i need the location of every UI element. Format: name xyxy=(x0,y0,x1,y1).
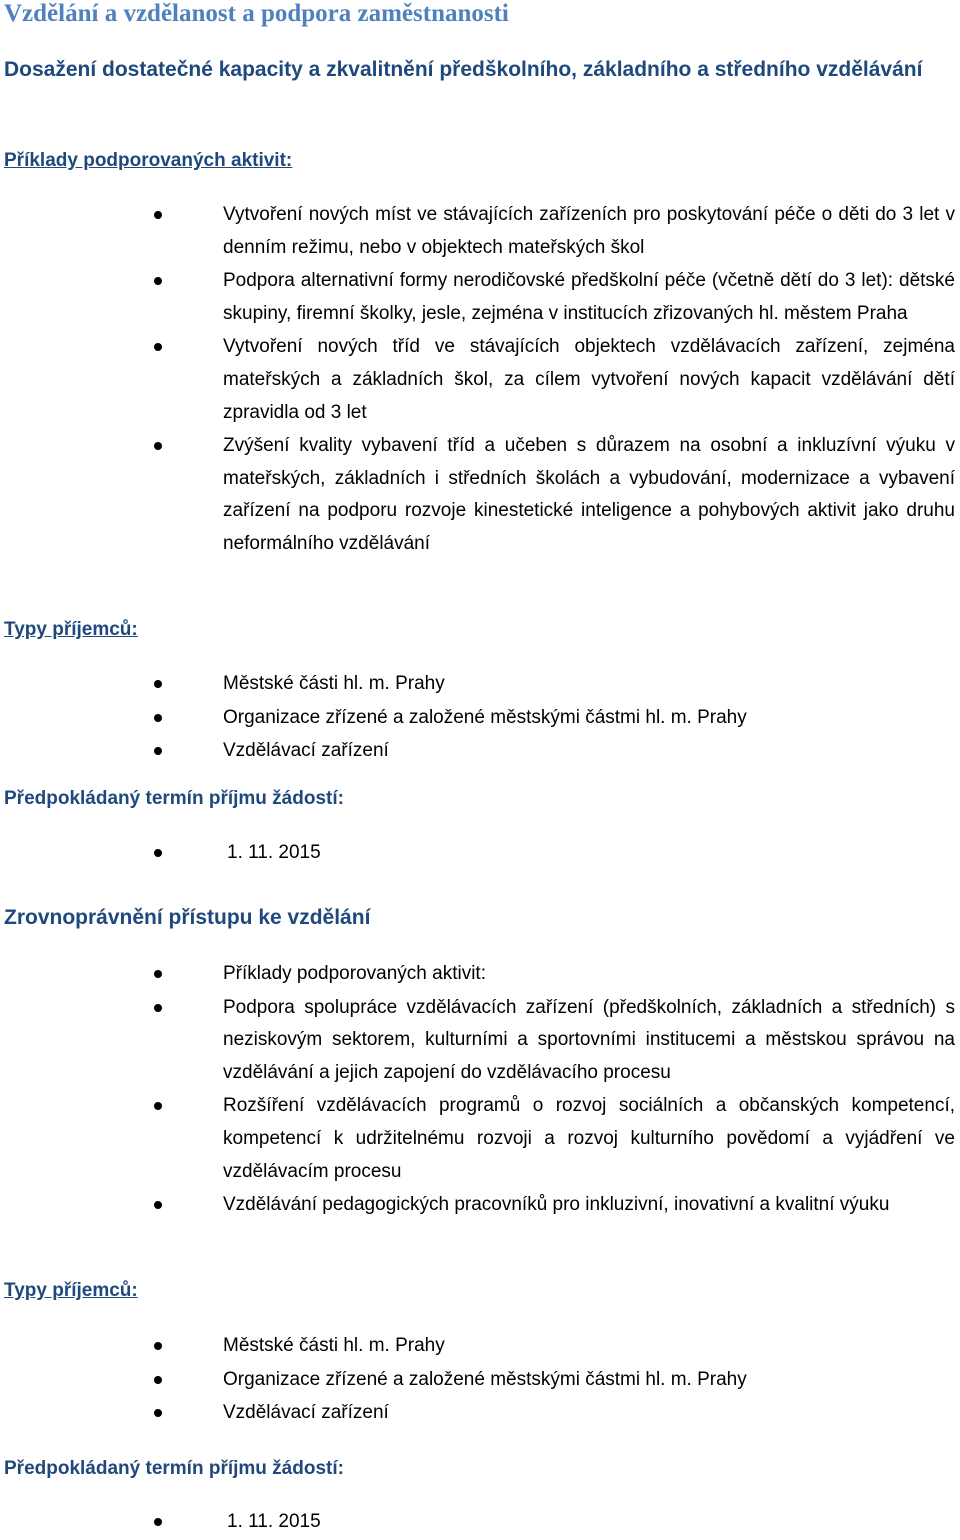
activities-list xyxy=(0,199,960,562)
bullet-icon xyxy=(154,1518,162,1526)
list-item xyxy=(0,430,960,560)
list-item-text: Vytvoření nových míst ve stávajících zařízeních pro poskytování péče o děti do 3 let v denním režimu, nebo v objektech mateřských škol xyxy=(223,204,955,258)
deadline-list xyxy=(0,1506,960,1540)
list-item-text: Vzdělávací zařízení xyxy=(223,1402,389,1424)
bullet-icon xyxy=(154,1342,162,1350)
document-title: Vzdělání a vzdělanost a podpora zaměstnanosti xyxy=(4,0,509,27)
list-item-text: Zvýšení kvality vybavení tříd a učeben s důrazem na osobní a inkluzívní výuku v mateřských, základních i středních školách a vybudování, modernizace a vybavení zařízení na podporu rozvoje kinestetické inteligence a pohybových aktivit jako druhu neformálního vzdělávání xyxy=(223,435,955,554)
list-item xyxy=(0,1189,960,1222)
list-item xyxy=(0,331,960,429)
list-item xyxy=(0,1090,960,1188)
list-item-text: Příklady podporovaných aktivit: xyxy=(223,963,486,984)
deadline-label: Předpokládaný termín příjmu žádostí: xyxy=(4,1458,344,1479)
bullet-icon xyxy=(154,211,162,219)
deadline-date: 1. 11. 2015 xyxy=(227,1511,321,1532)
list-item xyxy=(0,199,960,264)
deadline-list xyxy=(0,837,960,871)
bullet-icon xyxy=(154,1376,162,1384)
list-item xyxy=(0,265,960,330)
bullet-icon xyxy=(154,714,162,722)
list-item-text: Vzdělávací zařízení xyxy=(223,740,389,762)
bullet-icon xyxy=(154,970,162,978)
bullet-icon xyxy=(154,680,162,688)
bullet-icon xyxy=(154,277,162,285)
list-item xyxy=(0,992,960,1090)
activities-list xyxy=(0,958,960,1223)
bullet-icon xyxy=(154,1004,162,1012)
bullet-icon xyxy=(154,849,162,857)
recipients-label: Typy příjemců: xyxy=(4,1280,138,1301)
list-item-text: Podpora alternativní formy nerodičovské předškolní péče (včetně dětí do 3 let): dětské skupiny, firemní školky, jesle, zejména v institucích zřizovaných hl. městem Praha xyxy=(223,270,955,324)
list-item-text: Městské části hl. m. Prahy xyxy=(223,1335,445,1356)
bullet-icon xyxy=(154,747,162,755)
list-item-text: Organizace zřízené a založené městskými částmi hl. m. Prahy xyxy=(223,706,747,728)
list-item xyxy=(0,668,960,701)
list-item xyxy=(0,735,960,768)
recipients-list xyxy=(0,1330,960,1431)
list-item xyxy=(0,1364,960,1397)
list-item-text: Rozšíření vzdělávacích programů o rozvoj sociálních a občanských kompetencí, kompetencí k udržitelnému rozvoji a rozvoj kulturního povědomí a vyjádření ve vzdělávacím procesu xyxy=(223,1095,955,1182)
section-heading-equal-access: Zrovnoprávnění přístupu ke vzdělání xyxy=(4,906,371,929)
bullet-icon xyxy=(154,442,162,450)
list-item xyxy=(0,958,960,991)
list-item-text: Organizace zřízené a založené městskými částmi hl. m. Prahy xyxy=(223,1368,747,1390)
list-item-text: Městské části hl. m. Prahy xyxy=(223,673,445,694)
bullet-icon xyxy=(154,343,162,351)
list-item xyxy=(0,837,960,870)
list-item-text: Vzdělávání pedagogických pracovníků pro inkluzivní, inovativní a kvalitní výuku xyxy=(223,1194,890,1216)
activities-label: Příklady podporovaných aktivit: xyxy=(4,150,293,171)
bullet-icon xyxy=(154,1102,162,1110)
list-item xyxy=(0,702,960,735)
list-item xyxy=(0,1397,960,1430)
recipients-list xyxy=(0,668,960,769)
recipients-label: Typy příjemců: xyxy=(4,619,138,640)
list-item xyxy=(0,1330,960,1363)
list-item-text: Vytvoření nových tříd ve stávajících objektech vzdělávacích zařízení, zejména mateřských a základních škol, za cílem vytvoření nových kapacit vzdělávání dětí zpravidla od 3 let xyxy=(223,336,955,423)
list-item-text: Podpora spolupráce vzdělávacích zařízení (předškolních, základních a středních) s neziskovým sektorem, kulturními a sportovními institucemi a městskou správou na vzdělávání a jejich zapojení do vzdělávacího procesu xyxy=(223,996,955,1083)
section-heading-capacity: Dosažení dostatečné kapacity a zkvalitnění předškolního, základního a středního vzdělávání xyxy=(4,58,923,81)
deadline-date: 1. 11. 2015 xyxy=(227,842,321,863)
list-item xyxy=(0,1506,960,1539)
bullet-icon xyxy=(154,1409,162,1417)
deadline-label: Předpokládaný termín příjmu žádostí: xyxy=(4,788,344,809)
bullet-icon xyxy=(154,1201,162,1209)
